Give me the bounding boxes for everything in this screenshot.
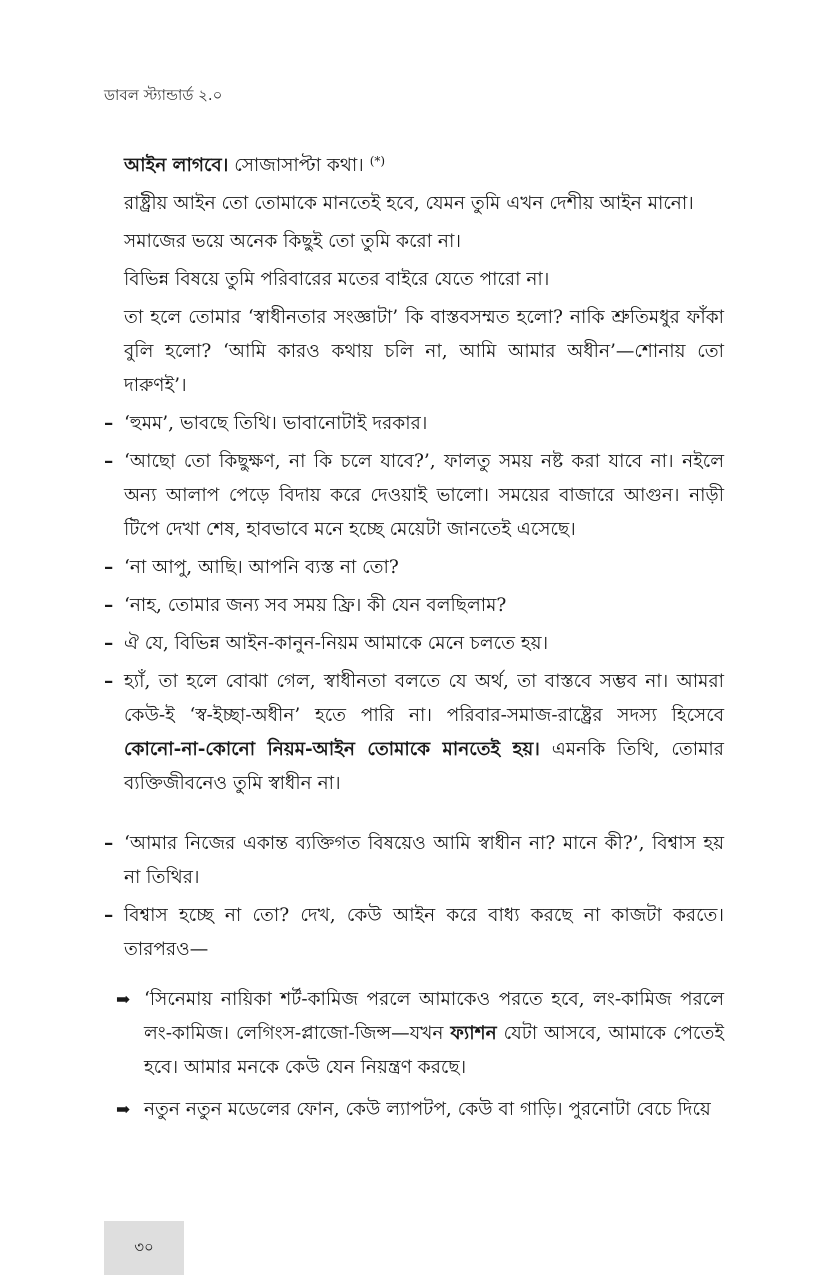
dash-marker: – bbox=[104, 451, 114, 472]
paragraph: বিভিন্ন বিষয়ে তুমি পরিবারের মতের বাইরে যেতে পারো না। bbox=[124, 269, 550, 290]
page-number: ৩০ bbox=[134, 1237, 154, 1256]
dialogue-text: এমনকি তিথি, তোমার ব্যক্তিজীবনেও তুমি স্বাধীন না। bbox=[124, 739, 724, 794]
dash-marker: – bbox=[104, 557, 114, 578]
dialogue-line bbox=[104, 551, 724, 585]
paragraph: তা হলে তোমার ‘স্বাধীনতার সংজ্ঞাটা’ কি বাস্তবসম্মত হলো? নাকি শ্রুতিমধুর ফাঁকা বুলি হলো? ‘আমি কারও কথায় চলি না, আমি আমার অধীন’—শোনায় তো দারুণই’। bbox=[124, 307, 724, 396]
dialogue-line bbox=[104, 627, 724, 661]
dialogue-text: ‘নাহ, তোমার জন্য সব সময় ফ্রি। কী যেন বলছিলাম? bbox=[124, 595, 507, 616]
bullet-item bbox=[104, 983, 724, 1085]
section-gap bbox=[104, 805, 724, 827]
dash-marker: – bbox=[104, 905, 114, 926]
dash-marker: – bbox=[104, 633, 114, 654]
bullet-item bbox=[104, 1093, 724, 1127]
dialogue-line bbox=[104, 665, 724, 801]
running-header: ডাবল স্ট্যান্ডার্ড ২.০ bbox=[104, 86, 223, 104]
bullet-text: ‘সিনেমায় নায়িকা শর্ট-কামিজ পরলে আমাকেও পরতে হবে, লং-কামিজ পরলে লং-কামিজ। লেগিংস-প্লাজো-জিন্স—যখন bbox=[144, 989, 724, 1044]
paragraph: রাষ্ট্রীয় আইন তো তোমাকে মানতেই হবে, যেমন তুমি এখন দেশীয় আইন মানো। bbox=[124, 193, 694, 214]
dialogue-text: বিশ্বাস হচ্ছে না তো? দেখ, কেউ আইন করে বাধ্য করছে না কাজটা করতে। তারপরও— bbox=[124, 905, 724, 960]
dash-marker: – bbox=[104, 833, 114, 854]
intro-text: সোজাসাপ্টা কথা। bbox=[228, 155, 364, 176]
dialogue-text: ঐ যে, বিভিন্ন আইন-কানুন-নিয়ম আমাকে মেনে চলতে হয়। bbox=[124, 633, 549, 654]
dialogue-text: ‘না আপু, আছি। আপনি ব্যস্ত না তো? bbox=[124, 557, 399, 578]
arrow-icon: ➡ bbox=[116, 990, 131, 1010]
arrow-icon: ➡ bbox=[116, 1100, 131, 1120]
dialogue-line bbox=[104, 827, 724, 895]
dialogue-line bbox=[104, 589, 724, 623]
bullet-text: যেটা আসবে, আমাকে পেতেই হবে। আমার মনকে কেউ যেন নিয়ন্ত্রণ করছে। bbox=[144, 1023, 724, 1078]
paragraph: সমাজের ভয়ে অনেক কিছুই তো তুমি করো না। bbox=[124, 231, 461, 252]
dialogue-text: ‘হুমম’, ভাবছে তিথি। ভাবানোটাই দরকার। bbox=[124, 413, 428, 434]
bold-emphasis: কোনো-না-কোনো নিয়ম-আইন তোমাকে মানতেই হয়। bbox=[124, 739, 540, 760]
dialogue-line bbox=[104, 899, 724, 967]
page-body bbox=[104, 144, 724, 1135]
dash-marker: – bbox=[104, 671, 114, 692]
bullet-text: নতুন নতুন মডেলের ফোন, কেউ ল্যাপটপ, কেউ বা গাড়ি। পুরনোটা বেচে দিয়ে bbox=[144, 1099, 711, 1120]
dialogue-text: ‘আছো তো কিছুক্ষণ, না কি চলে যাবে?’, ফালতু সময় নষ্ট করা যাবে না। নইলে অন্য আলাপ পেড়ে বিদায় করে দেওয়াই ভালো। সময়ের বাজারে আগুন। নাড়ী টিপে দেখা শেষ, হাবভাবে মনে হচ্ছে মেয়েটা জানতেই এসেছে। bbox=[124, 451, 724, 540]
dialogue-text: হ্যাঁ, তা হলে বোঝা গেল, স্বাধীনতা বলতে যে অর্থ, তা বাস্তবে সম্ভব না। আমরা কেউ-ই ‘স্ব-ইচ্ছা-অধীন’ হতে পারি না। পরিবার-সমাজ-রাষ্ট্রের সদস্য হিসেবে bbox=[124, 671, 724, 726]
page-number-box bbox=[104, 1221, 184, 1275]
dialogue-text: ‘আমার নিজের একান্ত ব্যক্তিগত বিষয়েও আমি স্বাধীন না? মানে কী?’, বিশ্বাস হয় না তিথির। bbox=[124, 833, 724, 888]
dialogue-line bbox=[104, 407, 724, 441]
dash-marker: – bbox=[104, 413, 114, 434]
section-gap bbox=[104, 971, 724, 983]
bold-emphasis: ফ্যাশন bbox=[450, 1023, 497, 1044]
intro-paragraph bbox=[104, 144, 724, 183]
footnote-mark: (*) bbox=[369, 154, 386, 168]
dash-marker: – bbox=[104, 595, 114, 616]
intro-bold: আইন লাগবে। bbox=[124, 155, 229, 176]
dialogue-line bbox=[104, 445, 724, 547]
